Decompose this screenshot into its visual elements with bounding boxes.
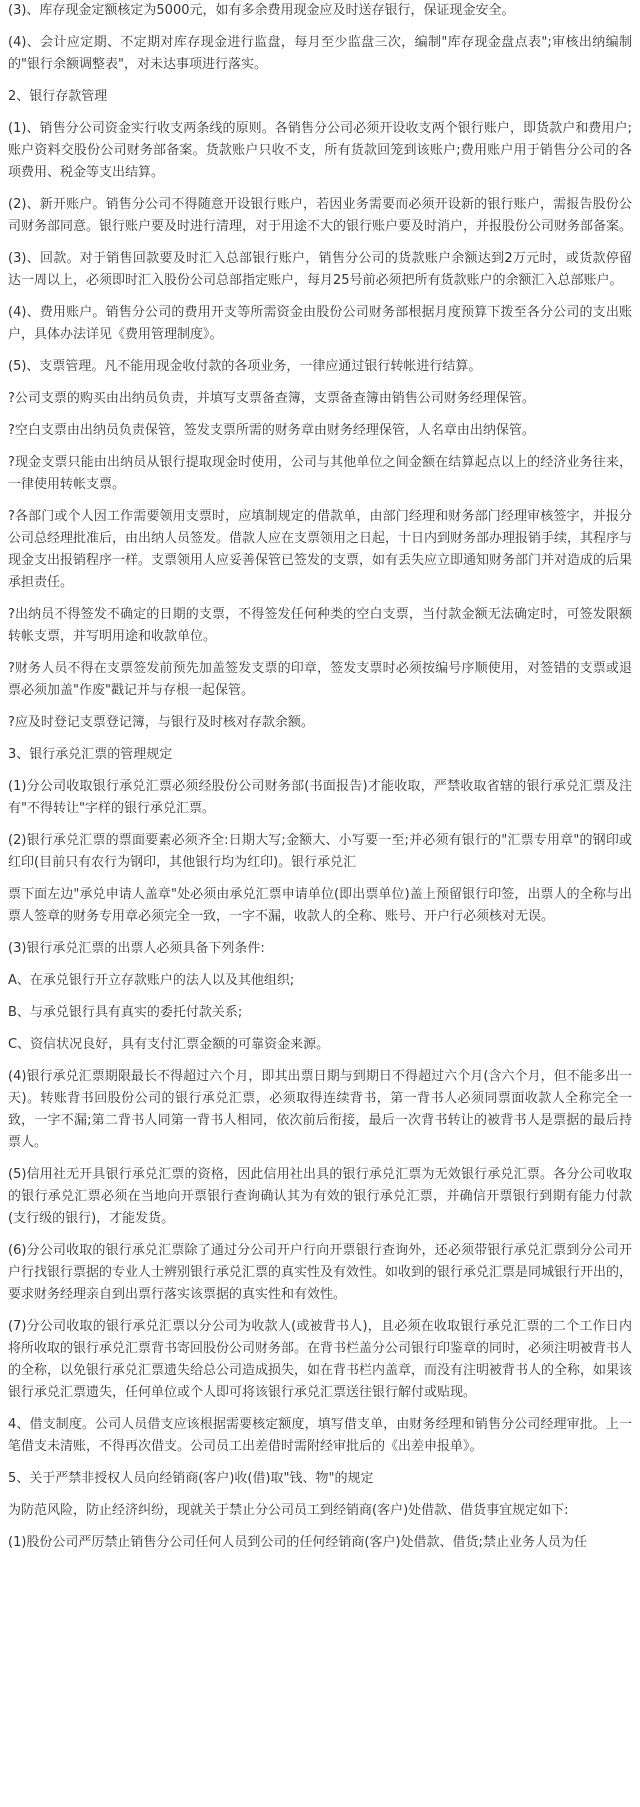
paragraph: ?公司支票的购买由出纳员负责，并填写支票备查簿，支票备查簿由销售公司财务经理保管。 xyxy=(8,391,535,406)
section-heading: 2、银行存款管理 xyxy=(8,89,108,104)
paragraph: (4)、会计应定期、不定期对库存现金进行监盘，每月至少监盘三次，编制"库存现金盘点表";审核出纳编制的"银行余额调整表"，对未达事项进行落实。 xyxy=(8,35,632,72)
paragraph: (7)分公司收取的银行承兑汇票以分公司为收款人(或被背书人)，且必须在收取银行承兑汇票的二个工作日内将所收取的银行承兑汇票背书寄回股份公司财务部。在背书栏盖分公司银行印鉴章的同时，必须注明被背书人的全称，以免银行承兑汇票遗失给总公司造成损失，如在背书栏内盖章，而没有注明被背书人的全称，如果该银行承兑汇票遗失，任何单位或个人即可将该银行承兑汇票送往银行解付或贴现。 xyxy=(8,1319,633,1400)
paragraph: (6)分公司收取的银行承兑汇票除了通过分公司开户行向开票银行查询外，还必须带银行承兑汇票到分公司开户行找银行票据的专业人士辨别银行承兑汇票的真实性及有效性。如收到的银行承兑汇票是同城银行开出的，要求财务经理亲自到出票行落实该票据的真实性和有效性。 xyxy=(8,1243,633,1302)
paragraph: ?现金支票只能由出纳员从银行提取现金时使用，公司与其他单位之间金额在结算起点以上的经济业务往来，一律使用转帐支票。 xyxy=(8,455,632,492)
paragraph: ?应及时登记支票登记簿，与银行及时核对存款余额。 xyxy=(8,715,314,730)
paragraph: 为防范风险，防止经济纠纷，现就关于禁止分公司员工到经销商(客户)处借款、借货事宜规定如下: xyxy=(8,1503,569,1518)
paragraph: (2)、新开账户。销售分公司不得随意开设银行账户，若因业务需要而必须开设新的银行账户，需报告股份公司财务部同意。银行账户要及时进行清理，对于用途不大的银行账户要及时消户，并报股份公司财务部备案。 xyxy=(8,197,633,234)
paragraph: (5)、支票管理。凡不能用现金收付款的各项业务，一律应通过银行转帐进行结算。 xyxy=(8,359,482,374)
paragraph: (5)信用社无开具银行承兑汇票的资格，因此信用社出具的银行承兑汇票为无效银行承兑汇票。各分公司收取的银行承兑汇票必须在当地向开票银行查询确认其为有效的银行承兑汇票，并确信开票银行到期有能力付款(支行级的银行)，才能发货。 xyxy=(8,1167,632,1226)
paragraph: (3)银行承兑汇票的出票人必须具备下列条件: xyxy=(8,941,265,956)
section-heading: 3、银行承兑汇票的管理规定 xyxy=(8,747,173,762)
section-heading: 4、借支制度。公司人员借支应该根据需要核定额度，填写借支单，由财务经理和销售分公司经理审批。上一笔借支未清账，不得再次借支。公司员工出差借时需附经审批后的《出差申报单》。 xyxy=(8,1417,632,1454)
paragraph: ?各部门或个人因工作需要领用支票时，应填制规定的借款单，由部门经理和财务部门经理审核签字，并报分公司总经理批准后，由出纳人员签发。借款人应在支票领用之日起，十日内到财务部办理报销手续，其程序与现金支出报销程序一样。支票领用人应妥善保管已签发的支票，如有丢失应立即通知财务部门并对造成的后果承担责任。 xyxy=(8,509,633,590)
paragraph: 票下面左边"承兑申请人盖章"处必须由承兑汇票申请单位(即出票单位)盖上预留银行印签，出票人的全称与出票人签章的财务专用章必须完全一致，一字不漏，收款人的全称、账号、开户行必须核对无误。 xyxy=(8,887,632,924)
paragraph: (1)、销售分公司资金实行收支两条线的原则。各销售分公司必须开设收支两个银行账户，即货款户和费用户;账户资料交股份公司财务部备案。货款账户只收不支，所有货款回笼到该账户;费用账户用于销售分公司的各项费用、税金等支出结算。 xyxy=(8,121,632,180)
paragraph: B、与承兑银行具有真实的委托付款关系; xyxy=(8,1005,243,1020)
paragraph: (3)、库存现金定额核定为5000元，如有多余费用现金应及时送存银行，保证现金安全。 xyxy=(8,3,515,18)
paragraph: ?财务人员不得在支票签发前预先加盖签发支票的印章，签发支票时必须按编号序顺使用，对签错的支票或退票必须加盖"作废"戳记并与存根一起保管。 xyxy=(8,661,632,698)
paragraph: C、资信状况良好，具有支付汇票金额的可靠资金来源。 xyxy=(8,1037,330,1052)
paragraph: A、在承兑银行开立存款账户的法人以及其他组织; xyxy=(8,973,295,988)
paragraph: ?出纳员不得签发不确定的日期的支票，不得签发任何种类的空白支票，当付款金额无法确定时，可签发限额转帐支票，并写明用途和收款单位。 xyxy=(8,607,632,644)
paragraph: (1)分公司收取银行承兑汇票必须经股份公司财务部(书面报告)才能收取，严禁收取省辖的银行承兑汇票及注有"不得转让"字样的银行承兑汇票。 xyxy=(8,779,632,816)
paragraph: (3)、回款。对于销售回款要及时汇入总部银行账户，销售分公司的货款账户余额达到2万元时，或货款停留达一周以上，必须即时汇入股份公司总部指定账户，每月25号前必须把所有货款账户的余额汇入总部账户。 xyxy=(8,251,632,288)
paragraph: (1)股份公司严厉禁止销售分公司任何人员到公司的任何经销商(客户)处借款、借货;禁止业务人员为任 xyxy=(8,1535,587,1550)
section-heading: 5、关于严禁非授权人员向经销商(客户)收(借)取"钱、物"的规定 xyxy=(8,1471,374,1486)
paragraph: (4)银行承兑汇票期限最长不得超过六个月，即其出票日期与到期日不得超过六个月(含六个月，但不能多出一天)。转账背书回股份公司的银行承兑汇票，必须取得连续背书，第一背书人必须同票面收款人全称完全一致，一字不漏;第二背书人同第一背书人相同，依次前后衔接，最后一次背书转让的被背书人是票据的最后持票人。 xyxy=(8,1069,632,1150)
paragraph: ?空白支票由出纳员负责保管，签发支票所需的财务章由财务经理保管，人名章由出纳保管。 xyxy=(8,423,535,438)
paragraph: (4)、费用账户。销售分公司的费用开支等所需资金由股份公司财务部根据月度预算下拨至各分公司的支出账户，具体办法详见《费用管理制度》。 xyxy=(8,305,632,342)
paragraph: (2)银行承兑汇票的票面要素必须齐全:日期大写;金额大、小写要一至;并必须有银行的"汇票专用章"的钢印或红印(目前只有农行为钢印，其他银行均为红印)。银行承兑汇 xyxy=(8,833,632,870)
